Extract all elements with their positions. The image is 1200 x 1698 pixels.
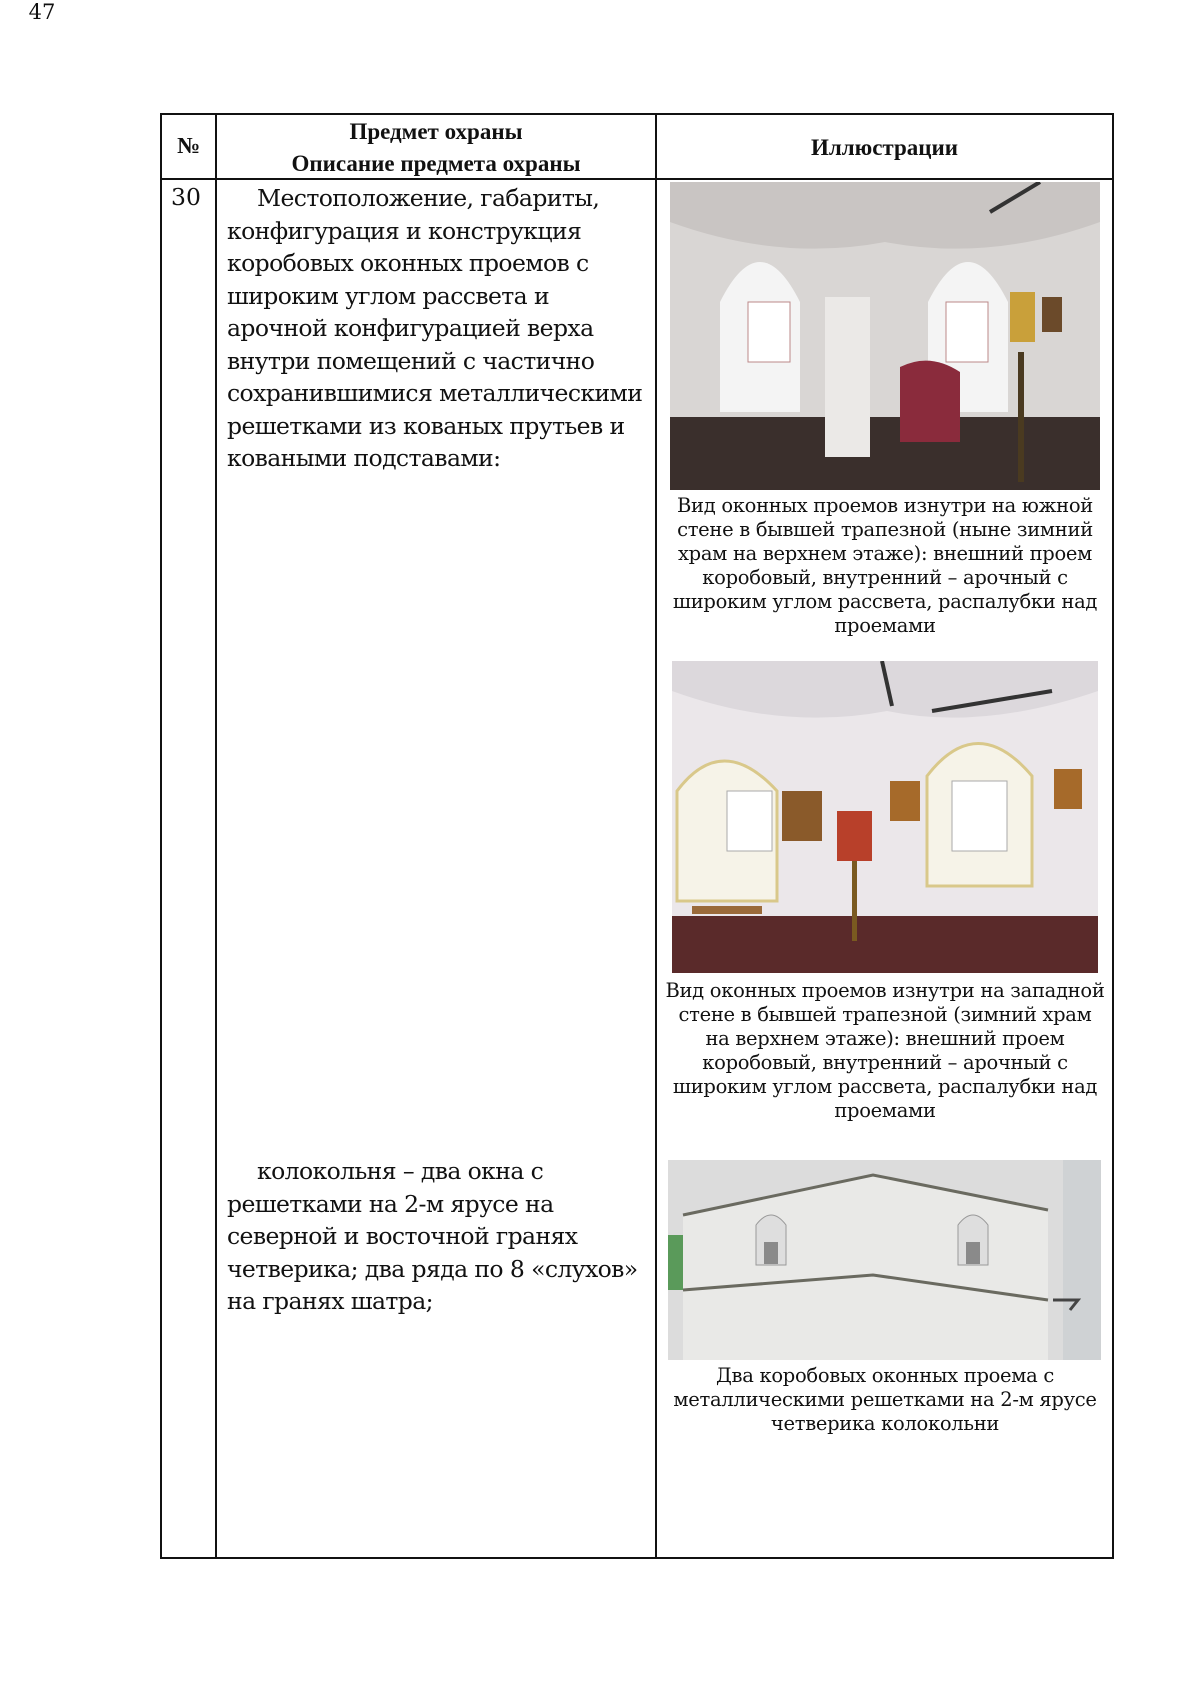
header-number: № (176, 133, 201, 158)
table-border-right (1112, 113, 1114, 1559)
caption-west-wall: Вид оконных проемов изнутри на западной стене в бывшей трапезной (зимний храм на верхнем этаже): внешний проем коробовый, внутренний – арочный с широким углом рассвета, распалубки над проемами (665, 979, 1105, 1122)
description-windows-text: Местоположение, габариты, конфигурация и конструкция коробовых оконных проемов с широким углом рассвета и арочной конфигурацией верха внутри помещений с частично сохранившимися металлическими решетками из кованых прутьев и коваными подставами: (227, 184, 643, 472)
description-belltower-text: колокольня – два окна с решетками на 2-м ярусе на северной и восточной гранях четверика; два ряда по 8 «слухов» на гранях шатра; (227, 1157, 638, 1315)
header-illustrations: Иллюстрации (810, 135, 959, 160)
photo-south-wall-windows (670, 182, 1100, 490)
table-border-left (160, 113, 162, 1559)
table-border-bottom (160, 1557, 1114, 1559)
header-subject (217, 116, 655, 180)
row-number: 30 (171, 183, 201, 211)
page-number: 47 (28, 0, 56, 24)
header-subject-description: Описание предмета охраны (291, 151, 581, 176)
photo-belltower-windows (668, 1160, 1101, 1360)
caption-belltower: Два коробовых оконных проема с металлическими решетками на 2-м ярусе четверика колокольни (673, 1364, 1097, 1435)
photo-west-wall-windows (672, 661, 1098, 973)
description-belltower (227, 1155, 652, 1318)
header-subject-title: Предмет охраны (349, 119, 523, 144)
column-divider (215, 113, 217, 1559)
caption-south-wall: Вид оконных проемов изнутри на южной стене в бывшей трапезной (ныне зимний храм на верхнем этаже): внешний проем коробовый, внутренний – арочный с широким углом рассвета, распалубки над проемами (672, 494, 1098, 637)
table-border-top (160, 113, 1114, 115)
column-divider (655, 113, 657, 1559)
description-windows (227, 182, 652, 475)
